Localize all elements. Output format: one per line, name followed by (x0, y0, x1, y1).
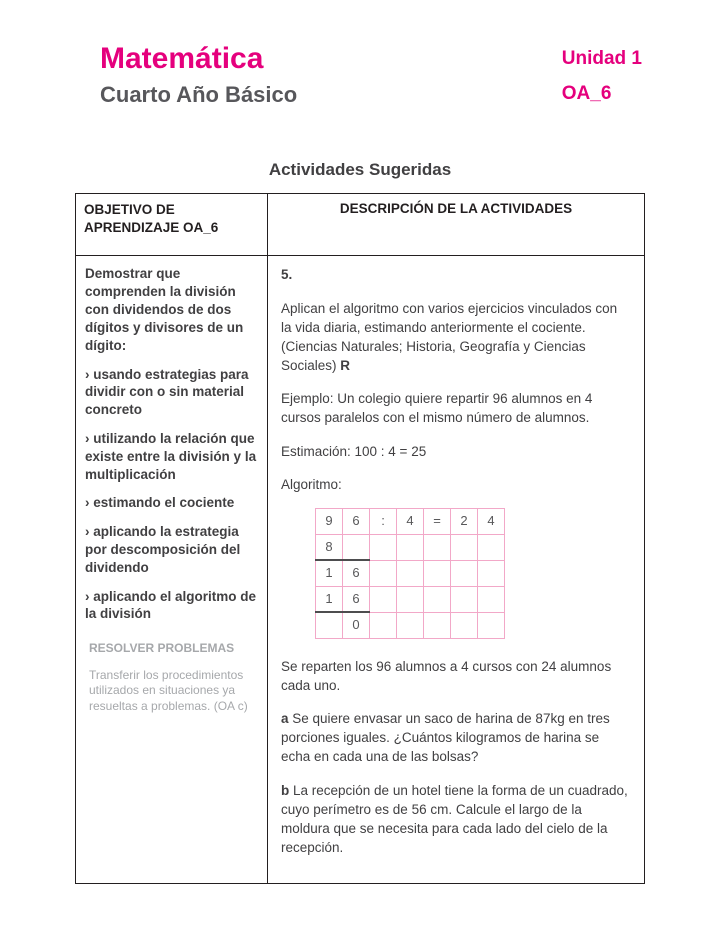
algorithm-cell (478, 560, 505, 586)
problem-a-label: a (281, 711, 289, 727)
algorithm-cell (397, 560, 424, 586)
header-right (562, 42, 642, 108)
algorithm-cell: 1 (316, 560, 343, 586)
algorithm-cell (370, 534, 397, 560)
algorithm-cell: 4 (478, 508, 505, 534)
objective-bullet: › estimando el cociente (85, 495, 235, 511)
problem-b (281, 781, 631, 858)
objective-bullet: › aplicando el algoritmo de la división (85, 588, 257, 622)
algorithm-cell (370, 612, 397, 638)
objective-bullet: › usando estrategias para dividir con o sin material concreto (85, 366, 249, 418)
algorithm-cell (397, 612, 424, 638)
page-header (0, 0, 720, 108)
algorithm-cell: 8 (316, 534, 343, 560)
objective-bullet: › utilizando la relación que existe entre la división y la multiplicación (85, 430, 257, 482)
activity-number: 5. (281, 267, 293, 283)
algorithm-cell (478, 586, 505, 612)
problem-b-text: La recepción de un hotel tiene la forma de un cuadrado, cuyo perímetro es de 56 cm. Calcule el largo de la moldura que se necesita para cada lado del cielo de la recepción. (281, 782, 628, 856)
algorithm-cell (451, 586, 478, 612)
problem-a-text: Se quiere envasar un saco de harina de 87kg en tres porciones iguales. ¿Cuántos kilogramos de harina se echa en cada una de las bolsas? (281, 711, 610, 765)
table-body-row (76, 256, 645, 884)
activity-cell (268, 256, 645, 884)
skill-text: Transferir los procedimientos utilizados en situaciones ya resueltas a problemas. (OA c) (89, 667, 248, 714)
algorithm-cell (424, 586, 451, 612)
problem-a (281, 709, 631, 766)
division-algorithm-grid (315, 508, 631, 639)
description-column-header: DESCRIPCIÓN DE LA ACTIVIDADES (268, 194, 645, 256)
algorithm-cell (397, 586, 424, 612)
algorithm-cell (478, 612, 505, 638)
section-title: Actividades Sugeridas (268, 160, 452, 179)
algorithm-cell (478, 534, 505, 560)
algorithm-cell (343, 534, 370, 560)
activities-table (75, 193, 645, 884)
algorithm-cell: 6 (343, 560, 370, 586)
algorithm-label: Algoritmo: (281, 476, 342, 492)
algorithm-cell: 9 (316, 508, 343, 534)
algorithm-cell (424, 560, 451, 586)
algorithm-cell: 6 (343, 508, 370, 534)
page-subtitle: Cuarto Año Básico (100, 82, 298, 107)
objective-cell (76, 256, 268, 884)
activity-description-tag: R (340, 358, 351, 374)
algorithm-cell (316, 612, 343, 638)
activity-result: Se reparten los 96 alumnos a 4 cursos con 24 alumnos cada uno. (281, 658, 612, 693)
algorithm-cell (451, 560, 478, 586)
algorithm-cell (424, 612, 451, 638)
activity-description-text: Aplican el algoritmo con varios ejercicios vinculados con la vida diaria, estimando anteriormente el cociente. (Ciencias Naturales; Historia, Geografía y Ciencias Sociales) (281, 300, 618, 374)
algorithm-cell (451, 534, 478, 560)
algorithm-cell (397, 534, 424, 560)
algorithm-cell (370, 560, 397, 586)
objective-column-header: OBJETIVO DE APRENDIZAJE OA_6 (76, 194, 268, 256)
page-title: Matemática (100, 42, 264, 75)
activity-example: Ejemplo: Un colegio quiere repartir 96 alumnos en 4 cursos paralelos con el mismo número de alumnos. (281, 391, 593, 426)
oa-label: OA_6 (561, 83, 612, 104)
skill-block (89, 641, 257, 714)
unit-label: Unidad 1 (561, 48, 642, 69)
algorithm-cell: 0 (343, 612, 370, 638)
algorithm-cell (370, 586, 397, 612)
activity-estimation: Estimación: 100 : 4 = 25 (281, 443, 427, 459)
algorithm-table (315, 508, 505, 639)
problem-b-label: b (281, 782, 290, 798)
algorithm-cell (451, 612, 478, 638)
algorithm-cell: 2 (451, 508, 478, 534)
algorithm-cell: 4 (397, 508, 424, 534)
skill-title: RESOLVER PROBLEMAS (89, 641, 235, 656)
algorithm-cell (424, 534, 451, 560)
algorithm-cell: 1 (316, 586, 343, 612)
algorithm-cell: : (370, 508, 397, 534)
objective-intro: Demostrar que comprenden la división con dividendos de dos dígitos y divisores de un dígito: (85, 266, 244, 353)
algorithm-cell: 6 (343, 586, 370, 612)
activity-description (281, 299, 631, 376)
table-header-row (76, 194, 645, 256)
objective-bullet: › aplicando la estrategia por descomposición del dividendo (85, 524, 241, 575)
algorithm-cell: = (424, 508, 451, 534)
header-left (100, 42, 297, 108)
